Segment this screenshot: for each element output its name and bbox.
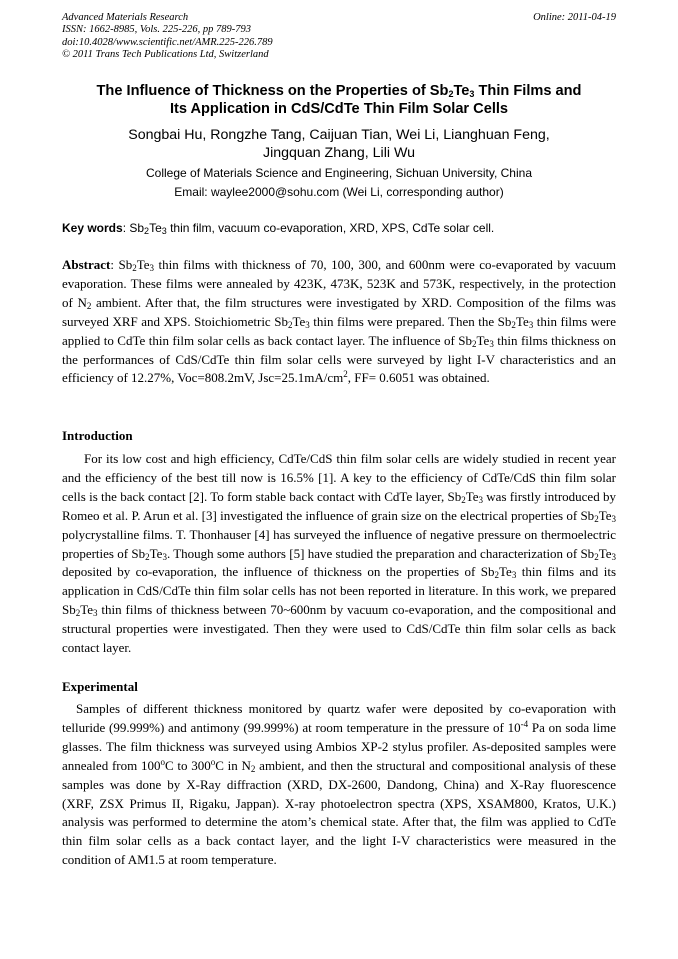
affiliation [62, 164, 616, 202]
doi-line: doi:10.4028/www.scientific.net/AMR.225-226.789 [62, 36, 273, 48]
copyright-line: © 2011 Trans Tech Publications Ltd, Switzerland [62, 48, 269, 60]
title-line-2: Its Application in CdS/CdTe Thin Film Solar Cells [169, 101, 509, 117]
institution: College of Materials Science and Engineering, Sichuan University, China [146, 166, 532, 180]
authors-line-2: Jingquan Zhang, Lili Wu [263, 145, 415, 161]
introduction-paragraph: For its low cost and high efficiency, CdTe/CdS thin film solar cells are widely studied in recent year and the efficiency of the best till now is 16.5% [1]. A key to the efficiency of CdTe/CdS thin film solar cells is the back contact [2]. To form stable back contact with CdTe layer, $Sb_2Te_3$ was firstly introduced by Romeo et al. P. Arun et al. [3] investigated the influence of grain size on the electrical properties of $Sb_2Te_3$ polycrystalline films. T. Thonhauser [4] has surveyed the influence of negative pressure on thermoelectric properties of $Sb_2Te_3$. Though some authors [5] have studied the preparation and characterization of $Sb_2Te_3$ deposited by co-evaporation, the influence of thickness on the properties of $Sb_2Te_3$ thin films and its application in CdS/CdTe thin film solar cells has not been reported in literature. In this work, we prepared $Sb_2Te_3$ thin films of thickness between 70~600nm by vacuum co-evaporation, and the compositional and structural properties were investigated. Then they were used to CdS/CdTe thin film solar cells as back contact layer. [62, 451, 616, 656]
issn-line: ISSN: 1662-8985, Vols. 225-226, pp 789-793 [62, 24, 251, 36]
title-line-1: The Influence of Thickness on the Properties of $Sb_2Te_3$ Thin Films and [96, 83, 582, 99]
experimental-heading: Experimental [62, 679, 138, 694]
online-date: Online: 2011-04-19 [533, 12, 616, 23]
paper-title [62, 82, 616, 118]
experimental-paragraph: Samples of different thickness monitored by quartz wafer were deposited by co-evaporation with telluride (99.999%) and antimony (99.999%) at room temperature in the pressure of $10^{-4}$ Pa on soda lime glasses. The film thickness was surveyed using Ambios XP-2 stylus profiler. As-deposited samples were annealed from 100$^o$C to 300$^o$C in $N_2$ ambient, and then the structural and compositional analysis of these samples was done by X-Ray diffraction (XRD, DX-2600, Dandong, China) and X-Ray fluorescence (XRF, ZSX Primus II, Rigaku, Jappan). X-ray photoelectron spectra (XPS, XSAM800, Kratos, U.K.) analysis was performed to determine the atom’s chemical state. After that, the film was applied to CdTe thin film solar cells as a back contact layer, and the light I-V characteristics were measured in the condition of AM1.5 at room temperature. [62, 701, 617, 868]
journal-name: Advanced Materials Research [62, 12, 189, 23]
keywords: Key words: $Sb_2Te_3$ thin film, vacuum co-evaporation, XRD, XPS, CdTe solar cell. [62, 221, 495, 236]
abstract: Abstract: $Sb_2Te_3$ thin films with thickness of 70, 100, 300, and 600nm were co-evaporated by vacuum evaporation. These films were annealed by 423K, 473K, 523K and 573K, respectively, in the protection of $N_2$ ambient. After that, the film structures were investigated by XRD. Composition of the films was surveyed XRF and XPS. Stoichiometric $Sb_2Te_3$ thin films were prepared. Then the $Sb_2Te_3$ thin films were applied to CdTe thin film solar cells as back contact layer. The influence of $Sb_2Te_3$ thin films thickness on the performances of CdS/CdTe thin film solar cells were surveyed by light I-V characteristics and an efficiency of 12.27%, Voc=808.2mV, $Jsc=25.1mA/cm^2$, FF= 0.6051 was obtained. [62, 257, 616, 386]
author-list [62, 126, 616, 162]
authors-line-1: Songbai Hu, Rongzhe Tang, Caijuan Tian, Wei Li, Lianghuan Feng, [128, 127, 550, 143]
keywords-label: Key words [62, 221, 123, 235]
abstract-label: Abstract [62, 257, 111, 272]
contact-email: Email: waylee2000@sohu.com (Wei Li, corresponding author) [174, 185, 504, 199]
introduction-heading: Introduction [62, 428, 133, 443]
running-header [62, 12, 616, 61]
